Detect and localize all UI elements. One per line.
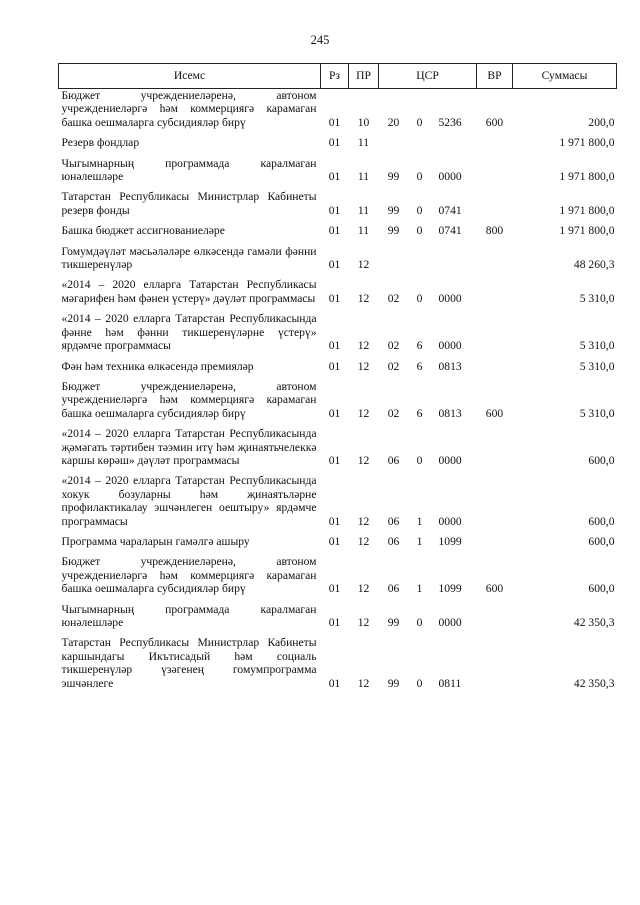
row-pr: 11 bbox=[357, 224, 370, 238]
row-name: Резерв фондлар bbox=[61, 136, 140, 150]
row-csr-subprogram: 0 bbox=[416, 453, 423, 467]
row-rz: 01 bbox=[328, 534, 341, 548]
row-pr: 12 bbox=[357, 514, 370, 528]
table-row bbox=[59, 603, 617, 637]
row-csr-subprogram: 1 bbox=[416, 534, 423, 548]
table-row bbox=[59, 555, 617, 602]
row-name: Татарстан Республикасы Министрлар Кабинеты резерв фонды bbox=[61, 190, 317, 217]
row-csr-program: 99 bbox=[387, 224, 400, 238]
row-csr-code: 0000 bbox=[438, 616, 462, 629]
row-csr-subprogram: 0 bbox=[416, 291, 423, 305]
row-csr-code: 5236 bbox=[438, 115, 462, 129]
row-sum: 5 310,0 bbox=[579, 359, 615, 373]
row-pr: 12 bbox=[357, 616, 370, 629]
row-vr bbox=[477, 245, 513, 279]
row-pr: 12 bbox=[357, 534, 370, 548]
table-row bbox=[59, 89, 617, 137]
row-name: Чыгымнарның программада каралмаган юнәлешләре bbox=[61, 156, 317, 184]
row-csr-code: 0000 bbox=[438, 170, 462, 184]
table-body bbox=[59, 89, 617, 698]
row-pr: 12 bbox=[357, 406, 370, 420]
row-sum: 5 310,0 bbox=[579, 291, 615, 305]
row-vr: 600 bbox=[485, 582, 504, 596]
row-csr-program: 06 bbox=[387, 534, 400, 548]
row-sum: 600,0 bbox=[588, 582, 615, 596]
row-sum: 1 971 800,0 bbox=[559, 170, 615, 184]
row-vr bbox=[477, 136, 513, 156]
row-csr-subprogram bbox=[409, 245, 431, 279]
row-csr-subprogram: 6 bbox=[416, 359, 423, 373]
row-csr-program: 06 bbox=[387, 453, 400, 467]
row-csr-program: 99 bbox=[387, 203, 400, 217]
row-csr-subprogram: 0 bbox=[416, 115, 423, 129]
row-vr bbox=[477, 636, 513, 697]
table-row bbox=[59, 535, 617, 555]
header-sum: Суммасы bbox=[513, 64, 617, 89]
row-name: Башка бюджет ассигнованиеләре bbox=[61, 224, 225, 238]
row-vr bbox=[477, 312, 513, 359]
row-rz: 01 bbox=[328, 514, 341, 528]
row-pr: 10 bbox=[357, 115, 370, 129]
row-csr-program bbox=[379, 136, 409, 156]
row-name: Татарстан Республикасы Министрлар Кабинеты каршындагы Икътисадый һәм социаль тикшеренүләр үзәгенең гомумпрограмма эшчәнлеге bbox=[61, 636, 317, 690]
row-rz: 01 bbox=[328, 224, 341, 238]
row-csr-program: 99 bbox=[387, 676, 400, 690]
row-sum: 5 310,0 bbox=[579, 406, 615, 420]
row-csr-subprogram: 6 bbox=[416, 406, 423, 420]
row-csr-program: 02 bbox=[387, 291, 400, 305]
row-rz: 01 bbox=[328, 582, 341, 596]
row-csr-program: 02 bbox=[387, 339, 400, 353]
row-csr-program: 99 bbox=[387, 616, 400, 629]
row-rz: 01 bbox=[328, 291, 341, 305]
row-vr bbox=[477, 535, 513, 555]
row-csr-code: 0000 bbox=[438, 453, 462, 467]
row-name: Чыгымнарның программада каралмаган юнәлешләре bbox=[61, 602, 317, 629]
row-name: «2014 – 2020 елларга Татарстан Республикасында җәмәгать тәртибен тәэмин итү һәм җинаятьчелеккә каршы көрәш» дәүләт программасы bbox=[61, 427, 317, 467]
row-rz: 01 bbox=[328, 203, 341, 217]
row-csr-subprogram: 0 bbox=[416, 224, 423, 238]
row-sum: 5 310,0 bbox=[579, 339, 615, 353]
row-csr-subprogram: 6 bbox=[416, 339, 423, 353]
row-csr-code: 0811 bbox=[438, 676, 462, 690]
row-vr: 800 bbox=[485, 224, 504, 238]
row-pr: 11 bbox=[357, 170, 370, 184]
header-vr: ВР bbox=[477, 64, 513, 89]
table-row bbox=[59, 312, 617, 359]
table-row bbox=[59, 245, 617, 279]
table-row bbox=[59, 360, 617, 380]
row-name: Гомумдәүләт мәсьәләләре өлкәсендә гамәли фәнни тикшеренүләр bbox=[61, 244, 317, 272]
row-name: Бюджет учреждениеләренә, автоном учреждениеләргә һәм коммерциягә карамаган башка оешмаларга субсидияләр бирү bbox=[61, 555, 317, 596]
row-csr-subprogram: 1 bbox=[416, 514, 423, 528]
table-row bbox=[59, 157, 617, 191]
table-row bbox=[59, 278, 617, 312]
table-row bbox=[59, 136, 617, 156]
row-rz: 01 bbox=[328, 676, 341, 690]
row-rz: 01 bbox=[328, 115, 341, 129]
row-vr bbox=[477, 603, 513, 637]
row-name: «2014 – 2020 елларга Татарстан Республикасы мәгарифен һәм фәнен үстерү» дәүләт программасы bbox=[61, 278, 317, 305]
row-csr-code: 0813 bbox=[438, 359, 462, 373]
row-sum: 600,0 bbox=[588, 514, 615, 528]
row-csr-program: 06 bbox=[387, 582, 400, 596]
row-sum: 48 260,3 bbox=[573, 258, 615, 272]
row-rz: 01 bbox=[328, 406, 341, 420]
row-name: Бюджет учреждениеләренә, автоном учреждениеләргә һәм коммерциягә карамаган башка оешмаларга субсидияләр бирү bbox=[61, 89, 317, 129]
header-csr: ЦСР bbox=[379, 64, 477, 89]
row-sum: 600,0 bbox=[588, 453, 615, 467]
row-sum: 1 971 800,0 bbox=[559, 136, 615, 150]
row-vr bbox=[477, 360, 513, 380]
row-csr-program: 02 bbox=[387, 359, 400, 373]
table-header-row bbox=[59, 64, 617, 89]
row-vr bbox=[477, 190, 513, 224]
row-rz: 01 bbox=[328, 136, 341, 150]
row-pr: 12 bbox=[357, 582, 370, 596]
row-sum: 42 350,3 bbox=[573, 616, 615, 629]
row-csr-program: 06 bbox=[387, 514, 400, 528]
row-pr: 12 bbox=[357, 453, 370, 467]
row-csr-code: 0000 bbox=[438, 291, 462, 305]
row-csr-subprogram: 0 bbox=[416, 676, 423, 690]
row-csr-code: 0000 bbox=[438, 339, 462, 353]
row-csr-code: 1099 bbox=[438, 534, 462, 548]
page-number: 245 bbox=[310, 33, 330, 47]
budget-table bbox=[58, 63, 617, 697]
row-csr-program bbox=[379, 245, 409, 279]
table-row bbox=[59, 427, 617, 474]
row-csr-code: 0741 bbox=[438, 224, 462, 238]
row-csr-code: 0813 bbox=[438, 406, 462, 420]
row-csr-subprogram: 0 bbox=[416, 170, 423, 184]
row-rz: 01 bbox=[328, 453, 341, 467]
header-name: Исемс bbox=[59, 64, 321, 89]
row-csr-subprogram: 0 bbox=[416, 203, 423, 217]
row-csr-code: 1099 bbox=[438, 582, 462, 596]
row-vr bbox=[477, 427, 513, 474]
row-csr-program: 02 bbox=[387, 406, 400, 420]
row-csr-program: 20 bbox=[387, 115, 400, 129]
row-name: Программа чараларын гамәлгә ашыру bbox=[61, 534, 250, 548]
row-rz: 01 bbox=[328, 170, 341, 184]
row-name: Бюджет учреждениеләренә, автоном учреждениеләргә һәм коммерциягә карамаган башка оешмаларга субсидияләр бирү bbox=[61, 379, 317, 420]
row-pr: 11 bbox=[357, 136, 370, 150]
row-sum: 1 971 800,0 bbox=[559, 224, 615, 238]
table-row bbox=[59, 380, 617, 427]
row-rz: 01 bbox=[328, 339, 341, 353]
table-row bbox=[59, 224, 617, 244]
table-row bbox=[59, 190, 617, 224]
row-csr-code bbox=[431, 136, 477, 156]
row-vr: 600 bbox=[485, 406, 504, 420]
row-sum: 42 350,3 bbox=[573, 676, 615, 690]
row-vr: 600 bbox=[485, 115, 504, 129]
row-csr-subprogram: 1 bbox=[416, 582, 423, 596]
row-name: Фән һәм техника өлкәсендә премияләр bbox=[61, 359, 254, 373]
table-row bbox=[59, 474, 617, 535]
row-vr bbox=[477, 278, 513, 312]
budget-table-wrap bbox=[58, 63, 616, 697]
row-pr: 12 bbox=[357, 291, 370, 305]
row-csr-subprogram bbox=[409, 136, 431, 156]
row-rz: 01 bbox=[328, 258, 341, 272]
row-pr: 12 bbox=[357, 676, 370, 690]
header-rz: Рз bbox=[321, 64, 349, 89]
row-csr-program: 99 bbox=[387, 170, 400, 184]
row-csr-code: 0741 bbox=[438, 203, 462, 217]
row-sum: 1 971 800,0 bbox=[559, 203, 615, 217]
row-csr-subprogram: 0 bbox=[416, 616, 423, 629]
row-pr: 12 bbox=[357, 359, 370, 373]
row-name: «2014 – 2020 елларга Татарстан Республикасында фәнне һәм фәнни тикшеренүләрне үстерү» ярдәмче программасы bbox=[61, 312, 317, 353]
row-vr bbox=[477, 474, 513, 535]
table-row bbox=[59, 636, 617, 697]
row-csr-code: 0000 bbox=[438, 514, 462, 528]
row-vr bbox=[477, 157, 513, 191]
row-csr-code bbox=[431, 245, 477, 279]
row-pr: 12 bbox=[357, 339, 370, 353]
row-pr: 11 bbox=[357, 203, 370, 217]
header-pr: ПР bbox=[349, 64, 379, 89]
row-sum: 200,0 bbox=[588, 115, 615, 129]
row-rz: 01 bbox=[328, 616, 341, 629]
row-name: «2014 – 2020 елларга Татарстан Республикасында хокук бозуларны һәм җинаятьләрне профилактикалау эшчәнлеген оештыру» ярдәмче программасы bbox=[61, 474, 317, 528]
row-sum: 600,0 bbox=[588, 534, 615, 548]
row-rz: 01 bbox=[328, 359, 341, 373]
row-pr: 12 bbox=[357, 258, 370, 272]
